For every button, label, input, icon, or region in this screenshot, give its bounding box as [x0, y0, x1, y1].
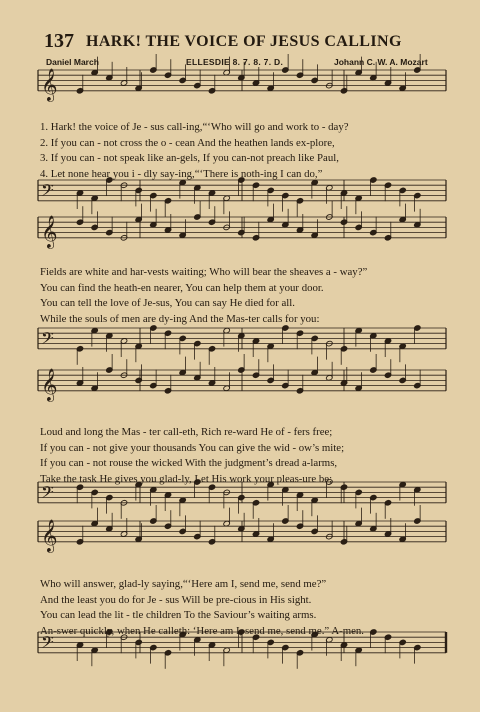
lyric-line: Who will answer, glad-ly saying,“‘Here am I, send me, send me?”	[40, 578, 327, 590]
treble-clef-icon: 𝄞	[41, 67, 58, 101]
treble-clef-icon: 𝄞	[41, 518, 58, 552]
lyric-line: 3. If you can - not speak like an-gels, If you can-not preach like Paul,	[40, 152, 339, 165]
lyric-line: You can tell the love of Je-sus, You can say He died for all.	[40, 297, 295, 310]
tune-meter: ELLESDIE 8. 7. 8. 7. D.	[186, 57, 284, 67]
bass-clef-icon: 𝄢	[41, 481, 54, 506]
lyric-line: And the least you do for Je - sus Will be pre-cious in His sight.	[40, 593, 312, 606]
composer-credit: Johann C. W. A. Mozart	[334, 57, 428, 67]
bass-clef-icon: 𝄢	[41, 179, 54, 204]
lyric-line: 2. If you can - not cross the o - cean And the heathen lands ex-plore,	[40, 136, 335, 149]
lyric-line: Take the task He gives you glad-ly, Let His work your pleas-ure be;	[40, 472, 333, 485]
lyrics-system-2	[40, 265, 460, 327]
hymn-number: 137	[44, 30, 74, 52]
lyric-line: Fields are white and har-vests waiting; Who will bear the sheaves a - way?”	[40, 266, 368, 278]
lyric-line: An-swer quickly, when He calleth: ‘Here am I, send me, send me.” A-men.	[40, 624, 364, 637]
lyric-line: 4. Let none hear you i - dly say-ing,“‘There is noth-ing I can do,”	[40, 167, 323, 180]
bass-clef-icon: 𝄢	[41, 631, 54, 656]
treble-clef-icon: 𝄞	[41, 367, 58, 401]
lyric-line: If you can - not give your thousands You can give the wid - ow’s mite;	[40, 441, 345, 454]
treble-clef-icon: 𝄞	[41, 214, 58, 248]
lyric-line: If you can - not rouse the wicked With the judgment’s dread a-larms,	[40, 457, 338, 470]
lyric-line: You can find the heath-en nearer, You can help them at your door.	[40, 281, 324, 294]
lyric-line: You can lead the lit - tle children To the Saviour’s waiting arms.	[40, 609, 317, 622]
lyric-line: Loud and long the Mas - ter call-eth, Rich re-ward He of - fers free;	[40, 426, 333, 438]
bass-clef-icon: 𝄢	[41, 327, 54, 352]
lyrics-system-3	[40, 425, 460, 487]
lyric-line: 1. Hark! the voice of Je - sus call-ing,“‘Who will go and work to - day?	[40, 121, 349, 133]
hymn-title: HARK! THE VOICE OF JESUS CALLING	[86, 33, 402, 50]
lyrics-system-4	[40, 577, 460, 639]
author-credit: Daniel March	[46, 57, 99, 67]
lyric-line: While the souls of men are dy-ing And the Mas-ter calls for you:	[40, 312, 320, 325]
lyrics-system-1	[40, 120, 460, 182]
